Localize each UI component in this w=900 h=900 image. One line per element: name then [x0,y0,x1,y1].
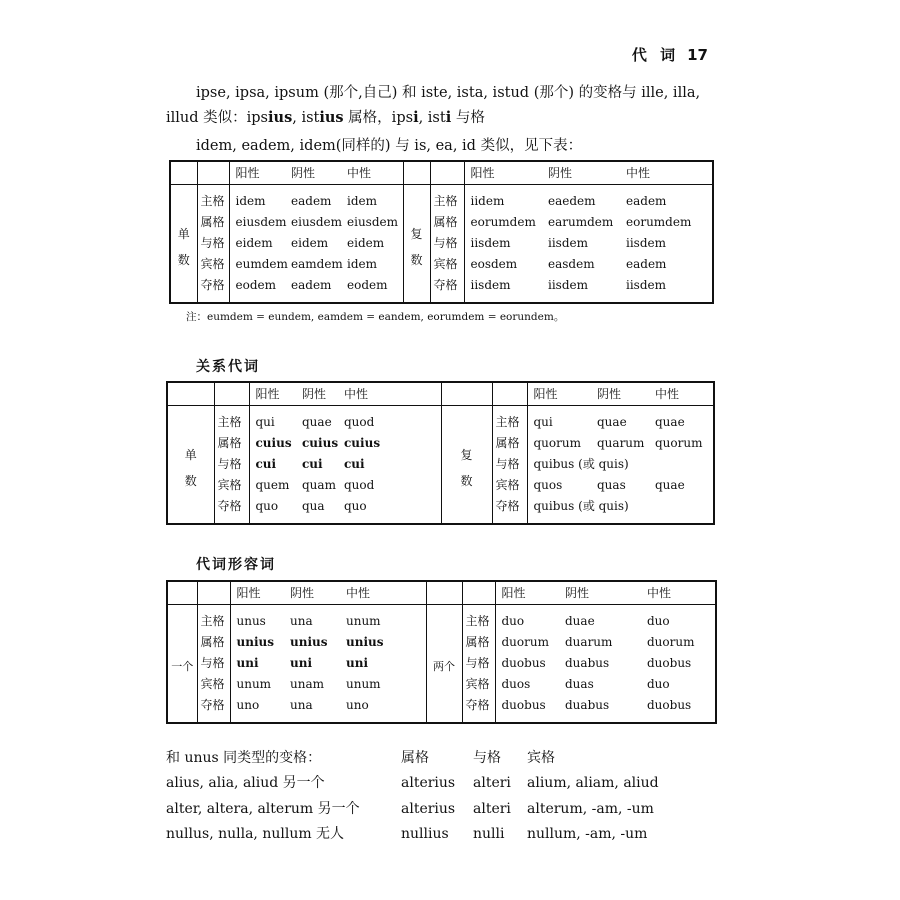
section-heading-relative: 关系代词 [196,359,260,375]
dative-form: alteri [473,801,511,817]
form-cell: iisdem [548,278,588,292]
number-char: 数 [410,252,423,267]
form-cell: duo [501,614,525,628]
form-cell: qui [533,415,553,429]
blank-cell [167,581,197,605]
number-char: 单 [177,226,190,241]
form-cell: eiusdem [291,215,342,229]
form-cell: duobus [647,656,692,670]
form-cell: iisdem [626,236,666,250]
form-cell: duobus [647,698,692,712]
form-cell: duas [565,677,594,691]
intro-ending: ius [268,109,293,126]
word-forms: alter, altera, alterum 另一个 [166,801,360,817]
form-cell: unius [340,632,426,653]
blank-cell [430,161,464,185]
word-forms: alius, alia, aliud 另一个 [166,775,325,791]
case-label: 宾格 [430,254,464,275]
form-cell: iisdem [548,236,588,250]
form-cell: quorum [655,436,703,450]
form-cell: uni [340,653,426,674]
form-cell: eodem [235,278,276,292]
dative-form: nulli [473,826,505,842]
form-cell: eamdem [291,257,343,271]
gender-fem: 阴性 [559,581,641,605]
case-label: 夺格 [197,275,229,303]
accusative-form: nullum, -am, -um [527,826,648,842]
form-cell: iisdem [626,278,666,292]
form-cell: eidem [341,233,403,254]
form-cell: iisdem [470,278,511,292]
blank-cell [167,382,214,406]
form-cell: quorum [533,436,581,450]
pronominal-adjective-table [166,580,717,724]
case-label: 属格 [197,632,230,653]
form-cell: eorumdem [470,215,536,229]
form-cell: unum [340,674,426,695]
intro-line-3: idem, eadem, idem(同样的) 与 is, ea, id 类似，见下表： [196,138,583,154]
form-cell: qua [302,499,325,513]
form-cell: quae [655,478,685,492]
case-label: 与格 [197,233,229,254]
form-cell: earumdem [548,215,614,229]
case-label: 主格 [214,406,249,434]
form-cell: cuius [338,433,441,454]
section-heading-adjectival: 代词形容词 [196,557,276,573]
form-cell: easdem [548,257,595,271]
gender-neut: 中性 [620,161,713,185]
case-label: 夺格 [462,695,495,723]
gender-neut: 中性 [340,581,426,605]
blank-cell [426,581,462,605]
form-cell: quae [597,415,627,429]
case-label: 属格 [197,212,229,233]
gender-masc: 阳性 [495,581,559,605]
form-cell: duorum [647,635,695,649]
form-cell: qui [255,415,275,429]
genitive-form: nullius [401,826,449,842]
form-cell: uno [236,698,260,712]
form-cell: quem [255,478,290,492]
form-cell: eorumdem [626,215,692,229]
form-cell: iisdem [470,236,511,250]
form-cell: una [290,614,313,628]
case-label: 宾格 [197,674,230,695]
number-label-singular [167,406,214,525]
form-cell: duobus [501,698,546,712]
form-cell: eadem [291,194,332,208]
accusative-form: alterum, -am, -um [527,801,654,817]
form-cell: eiusdem [341,212,403,233]
blank-cell [492,382,527,406]
form-cell: cui [302,457,323,471]
form-cell: quos [533,478,563,492]
form-cell: unus [236,614,266,628]
number-label-plural [441,406,492,525]
case-label: 主格 [430,185,464,213]
form-cell: eadem [291,278,332,292]
form-cell: eidem [291,236,329,250]
case-label: 与格 [197,653,230,674]
intro-text: , ist [292,110,320,126]
list-item [166,771,726,796]
blank-cell [214,382,249,406]
form-cell: uno [340,695,426,723]
running-head [632,44,708,65]
form-cell: eadem [626,194,667,208]
intro-text: 属格，ips [343,110,414,126]
form-cell: quae [655,415,685,429]
gender-fem: 阴性 [285,161,341,185]
form-cell: eaedem [548,194,596,208]
number-char: 数 [184,473,197,488]
form-cell: duae [565,614,595,628]
form-cell: una [290,698,313,712]
col-heading-genitive: 属格 [401,750,429,766]
form-cell: uni [236,656,259,670]
gender-masc: 阳性 [229,161,285,185]
form-cell: unum [236,677,272,691]
blank-cell [462,581,495,605]
case-label: 属格 [214,433,249,454]
case-label: 夺格 [197,695,230,723]
gender-neut: 中性 [341,161,403,185]
case-label: 夺格 [430,275,464,303]
number-label-plural [403,185,430,304]
intro-text: illud 类似：ips [166,110,269,126]
gender-masc: 阳性 [230,581,284,605]
form-cell: quibus (或 quis) [533,457,629,471]
blank-cell [441,382,492,406]
case-label: 与格 [214,454,249,475]
form-cell: unam [290,677,324,691]
case-label: 属格 [462,632,495,653]
blank-cell [197,581,230,605]
form-cell: eidem [235,236,273,250]
intro-line-2 [166,106,485,130]
case-label: 夺格 [492,496,527,524]
gender-neut: 中性 [641,581,716,605]
form-cell: eumdem [235,257,288,271]
form-cell: quarum [597,436,645,450]
form-cell: unius [236,635,274,649]
gender-fem: 阴性 [284,581,340,605]
form-cell: duorum [501,635,549,649]
form-cell: eadem [626,257,667,271]
case-label: 与格 [492,454,527,475]
blank-cell [197,161,229,185]
intro-line-1: ipse, ipsa, ipsum (那个,自己) 和 iste, ista, istud (那个) 的变格与 ille, illa, [196,85,701,101]
case-label: 主格 [462,605,495,633]
intro-text: , ist [418,110,446,126]
form-cell: quae [302,415,332,429]
table-note: 注：eumdem = eundem, eamdem = eandem, eorumdem = eorundem。 [186,311,565,323]
form-cell: duos [501,677,531,691]
number-char: 数 [177,252,190,267]
number-char: 复 [410,226,423,241]
blank-cell [170,161,197,185]
form-cell: idem [341,254,403,275]
case-label: 属格 [492,433,527,454]
form-cell: duo [647,677,670,691]
number-label-singular [170,185,197,304]
gender-fem: 阴性 [591,382,649,406]
dative-form: alteri [473,775,511,791]
form-cell: eiusdem [235,215,287,229]
intro-ending: i [445,109,452,126]
list-item [166,822,726,847]
gender-masc: 阳性 [249,382,296,406]
form-cell: duabus [565,698,610,712]
form-cell: quibus (或 quis) [533,499,629,513]
idem-declension-table [169,160,714,304]
accusative-form: alium, aliam, aliud [527,775,659,791]
col-heading-dative: 与格 [473,750,501,766]
form-cell: quo [338,496,441,524]
row-label-one: 一个 [167,605,197,724]
form-cell: eodem [341,275,403,303]
gender-masc: 阳性 [527,382,591,406]
col-heading-accusative: 宾格 [527,750,555,766]
chapter-title: 代 词 [631,46,680,64]
form-cell: cuius [255,436,292,450]
intro-text: 与格 [451,110,485,126]
case-label: 与格 [462,653,495,674]
form-cell: quo [255,499,279,513]
gender-masc: 阳性 [464,161,542,185]
blank-cell [403,161,430,185]
number-char: 单 [184,447,197,462]
case-label: 宾格 [214,475,249,496]
case-label: 宾格 [197,254,229,275]
form-cell: eosdem [470,257,518,271]
word-forms: nullus, nulla, nullum 无人 [166,826,345,842]
page-number: 17 [687,46,708,64]
form-cell: cui [255,457,277,471]
case-label: 主格 [197,185,229,213]
relative-pronoun-table [166,381,715,525]
genitive-form: alterius [401,775,456,791]
form-cell: uni [290,656,313,670]
form-cell: quam [302,478,336,492]
form-cell: duabus [565,656,610,670]
form-cell: unius [290,635,328,649]
form-cell: duo [647,614,670,628]
form-cell: quod [338,475,441,496]
case-label: 与格 [430,233,464,254]
form-cell: quod [338,406,441,434]
number-char: 数 [460,473,473,488]
case-label: 属格 [430,212,464,233]
form-cell: duarum [565,635,613,649]
form-cell: iidem [470,194,505,208]
row-label-two: 两个 [426,605,462,724]
genitive-form: alterius [401,801,456,817]
form-cell: idem [341,185,403,213]
form-cell: idem [235,194,266,208]
list-heading: 和 unus 同类型的变格： [166,750,322,766]
form-cell: unum [340,605,426,633]
gender-fem: 阴性 [542,161,620,185]
form-cell: cuius [302,436,339,450]
case-label: 主格 [197,605,230,633]
form-cell: cui [338,454,441,475]
intro-ending: ius [319,109,344,126]
case-label: 宾格 [462,674,495,695]
case-label: 宾格 [492,475,527,496]
case-label: 夺格 [214,496,249,524]
form-cell: duobus [501,656,546,670]
number-char: 复 [460,447,473,462]
intro-ending: i [413,109,419,126]
gender-neut: 中性 [649,382,714,406]
unus-type-header [166,746,726,771]
list-item [166,797,726,822]
gender-neut: 中性 [338,382,441,406]
case-label: 主格 [492,406,527,434]
gender-fem: 阴性 [296,382,338,406]
form-cell: quas [597,478,626,492]
